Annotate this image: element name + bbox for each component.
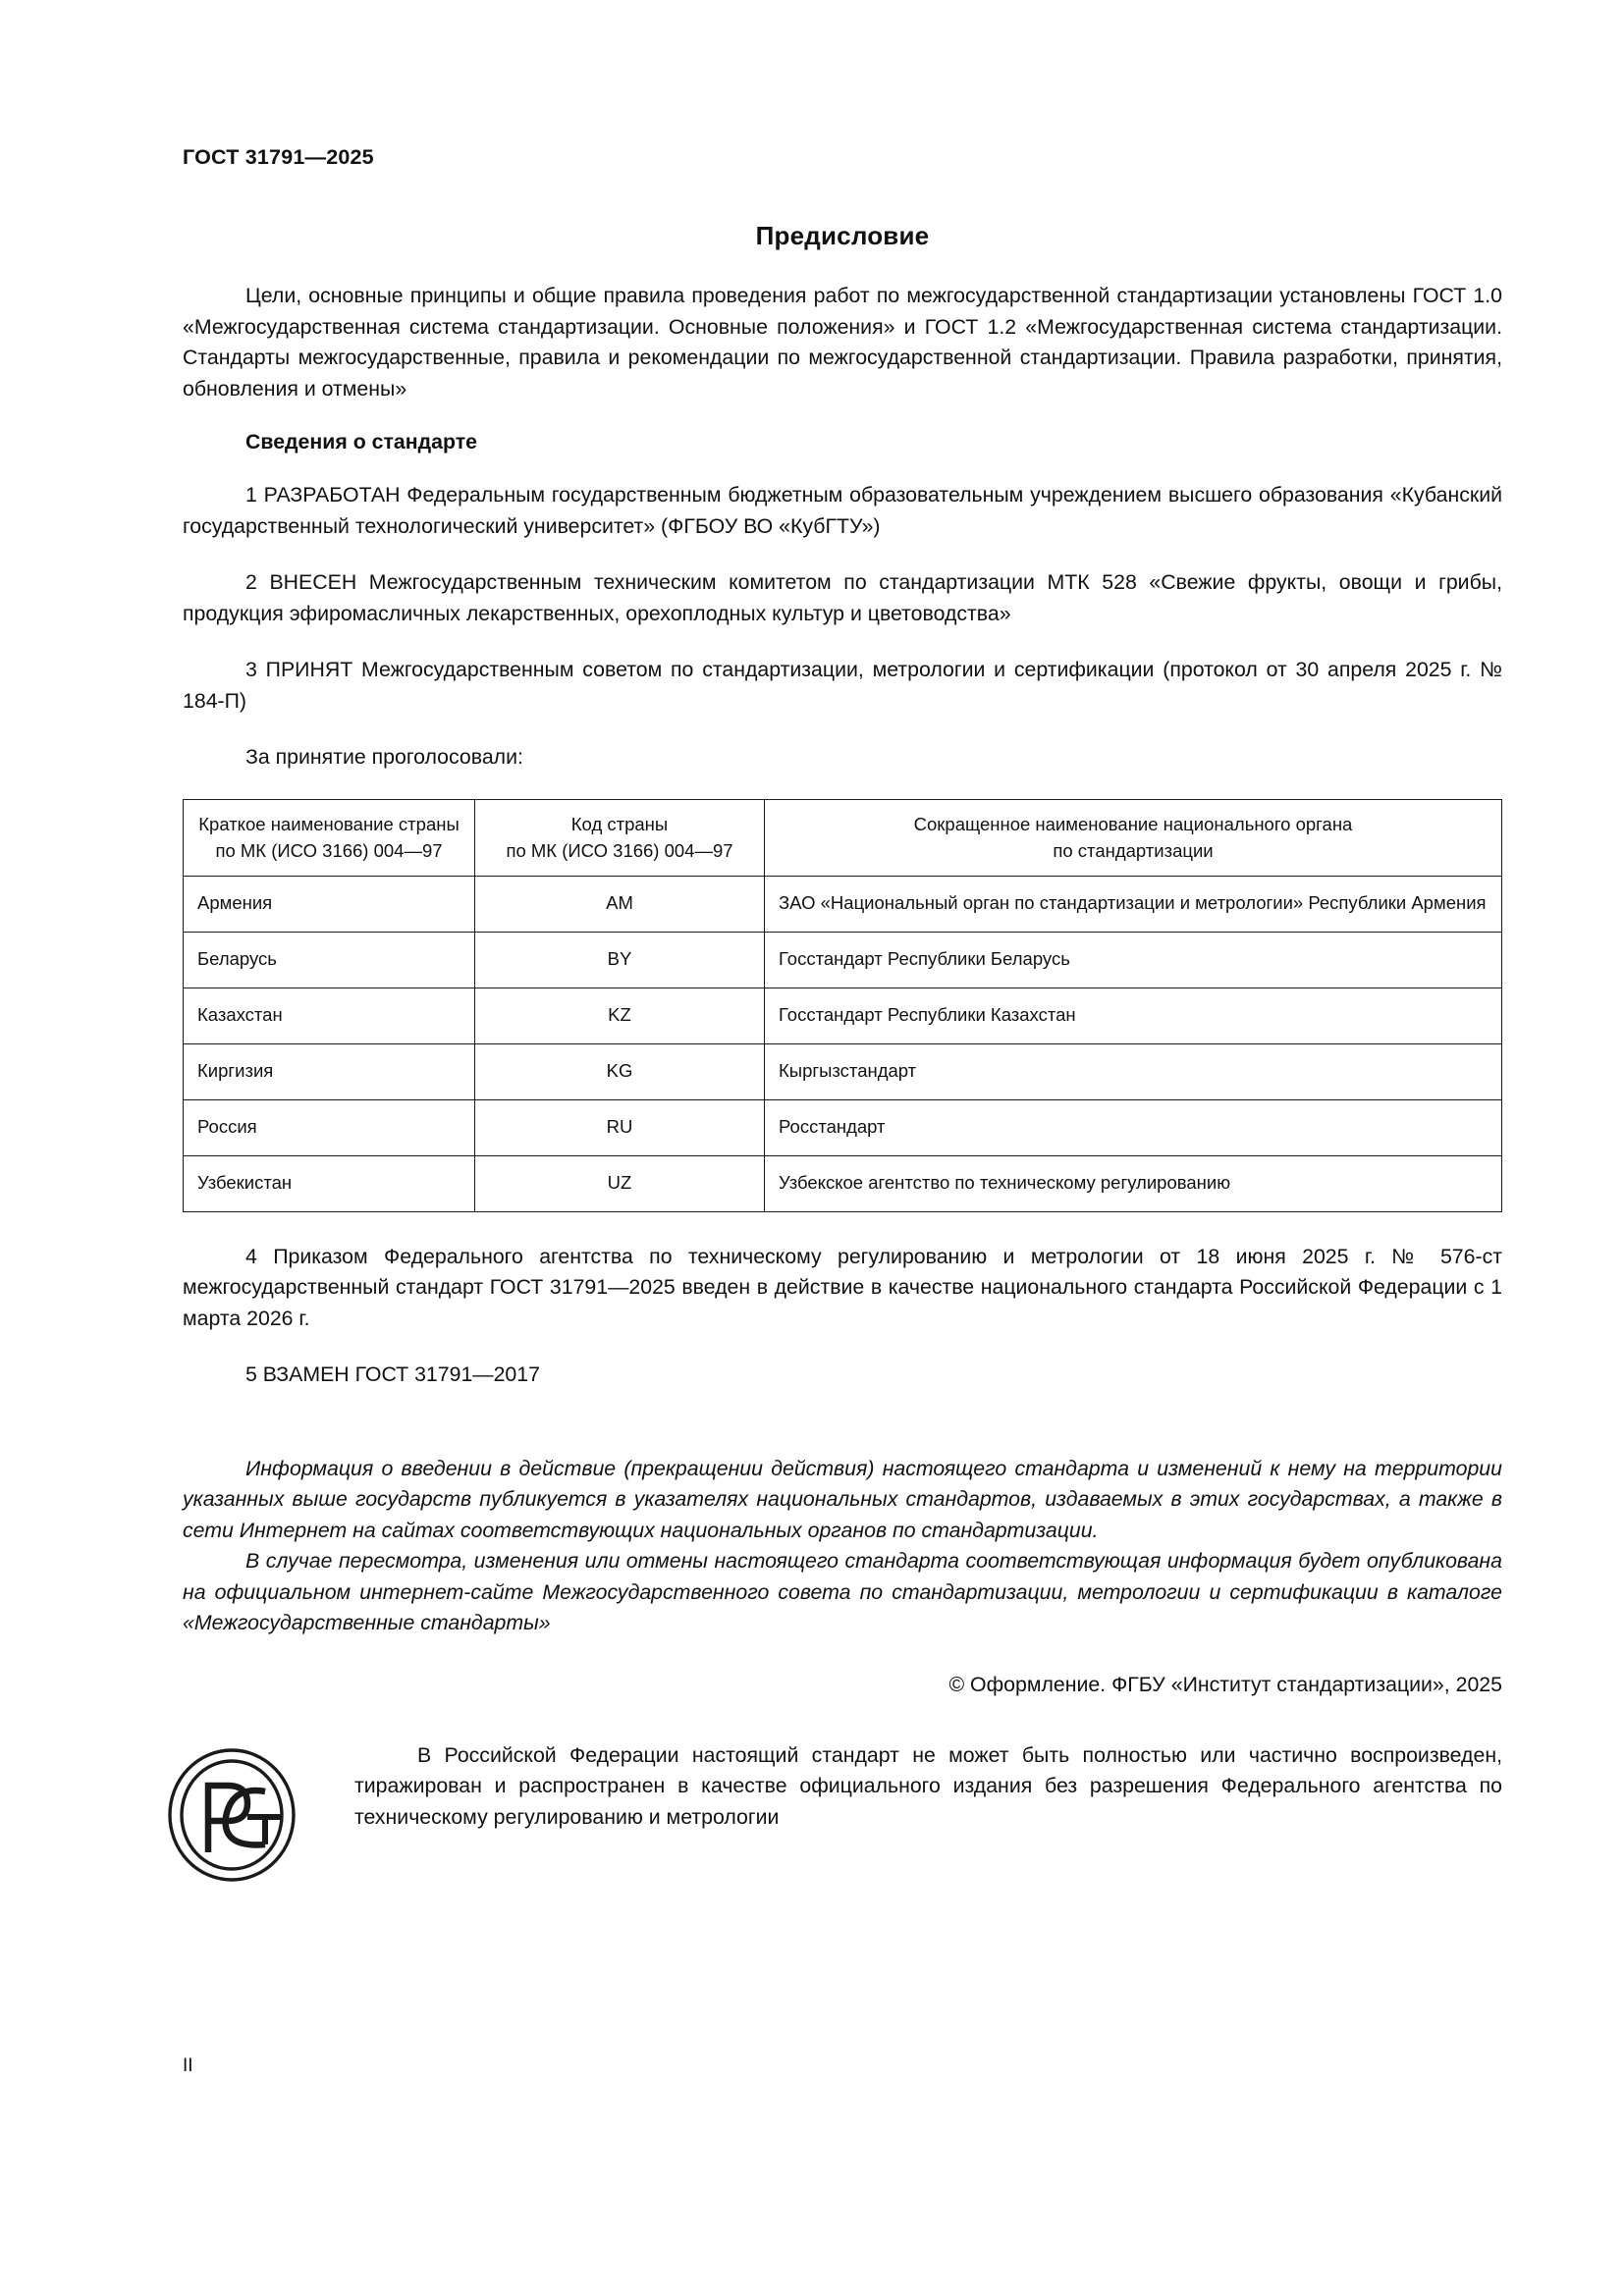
revision-notice: В случае пересмотра, изменения или отмены настоящего стандарта соответствующая информация будет опубликована на официальном интернет-сайте Межгосударственного совета по стандартизации, метрологии и сертификации в каталоге «Межгосударственные стандарты» [183, 1549, 1502, 1634]
cell-code: KG [475, 1043, 765, 1099]
intro-paragraph: Цели, основные принципы и общие правила проведения работ по межгосударственной стандартизации установлены ГОСТ 1.0 «Межгосударственная система стандартизации. Основные положения» и ГОСТ 1.2 «Межгосударственная система стандартизации. Стандарты межгосударственные, правила и рекомендации по межгосударственной стандартизации. Правила разработки, принятия, обновления и отмены» [183, 284, 1502, 400]
page-content [183, 145, 1502, 1897]
preface-item-1: 1 РАЗРАБОТАН Федеральным государственным бюджетным образовательным учреждением высшего образования «Кубанский государственный технологический университет» (ФГБОУ ВО «КубГТУ») [183, 483, 1502, 538]
cell-country: Россия [184, 1099, 475, 1155]
publication-notice: Информация о введении в действие (прекращении действия) настоящего стандарта и изменений к нему на территории указанных выше государств публикуется в указателях национальных стандартов, издаваемых в этих государствах, а также в сети Интернет на сайтах соответствующих национальных органов по стандартизации. [183, 1456, 1502, 1542]
column-header-authority-line1: Сокращенное наименование национального органа [913, 813, 1353, 834]
table-row [184, 1043, 1502, 1099]
cell-authority: Госстандарт Республики Беларусь [765, 932, 1502, 988]
cell-country: Казахстан [184, 988, 475, 1043]
cell-code: UZ [475, 1155, 765, 1211]
preface-item-4: 4 Приказом Федерального агентства по техническому регулированию и метрологии от 18 июня 2025 г. № 576-ст межгосударственный стандарт ГОСТ 31791—2025 введен в действие в качестве национального стандарта Российской Федерации с 1 марта 2026 г. [183, 1244, 1502, 1330]
page-number: II [183, 2056, 193, 2076]
voting-countries-table [183, 799, 1502, 1212]
table-header-row [184, 799, 1502, 876]
column-header-country [184, 799, 475, 876]
cell-country: Узбекистан [184, 1155, 475, 1211]
cell-authority: Росстандарт [765, 1099, 1502, 1155]
column-header-authority [765, 799, 1502, 876]
table-row [184, 1155, 1502, 1211]
table-row [184, 988, 1502, 1043]
cell-code: BY [475, 932, 765, 988]
running-head: ГОСТ 31791—2025 [183, 145, 374, 169]
table-row [184, 876, 1502, 932]
standard-info-heading: Сведения о стандарте [245, 430, 477, 454]
column-header-code [475, 799, 765, 876]
cell-authority: Кыргызстандарт [765, 1043, 1502, 1099]
cell-code: AM [475, 876, 765, 932]
column-header-code-line2: по МК (ИСО 3166) 004—97 [506, 839, 733, 861]
preface-item-2: 2 ВНЕСЕН Межгосударственным техническим комитетом по стандартизации МТК 528 «Свежие фрукты, овощи и грибы, продукция эфиромасличных лекарственных, орехоплодных культур и цветоводства» [183, 570, 1502, 625]
footer-block [183, 1740, 1502, 1897]
cell-code: RU [475, 1099, 765, 1155]
preface-item-5: 5 ВЗАМЕН ГОСТ 31791—2017 [245, 1362, 540, 1386]
cell-authority: ЗАО «Национальный орган по стандартизации и метрологии» Республики Армения [765, 876, 1502, 932]
copyright-line: © Оформление. ФГБУ «Институт стандартизации», 2025 [948, 1672, 1502, 1696]
column-header-country-line1: Краткое наименование страны [198, 813, 460, 834]
cell-country: Армения [184, 876, 475, 932]
spacer [183, 1416, 1502, 1454]
column-header-authority-line2: по стандартизации [1053, 839, 1214, 861]
table-row [184, 932, 1502, 988]
vote-intro: За принятие проголосовали: [245, 745, 523, 769]
cell-code: KZ [475, 988, 765, 1043]
table-row [184, 1099, 1502, 1155]
rst-certification-mark-icon [157, 1746, 306, 1884]
cell-country: Киргизия [184, 1043, 475, 1099]
page-title: Предисловие [755, 221, 930, 250]
reproduction-notice: В Российской Федерации настоящий стандарт не может быть полностью или частично воспроизведен, тиражирован и распространен в качестве официального издания без разрешения Федерального агентства по техническому регулированию и метрологии [354, 1742, 1502, 1829]
cell-authority: Узбекское агентство по техническому регулированию [765, 1155, 1502, 1211]
column-header-country-line2: по МК (ИСО 3166) 004—97 [215, 839, 443, 861]
cell-authority: Госстандарт Республики Казахстан [765, 988, 1502, 1043]
preface-item-3: 3 ПРИНЯТ Межгосударственным советом по стандартизации, метрологии и сертификации (протокол от 30 апреля 2025 г. № 184-П) [183, 658, 1502, 713]
cell-country: Беларусь [184, 932, 475, 988]
column-header-code-line1: Код страны [570, 813, 669, 834]
